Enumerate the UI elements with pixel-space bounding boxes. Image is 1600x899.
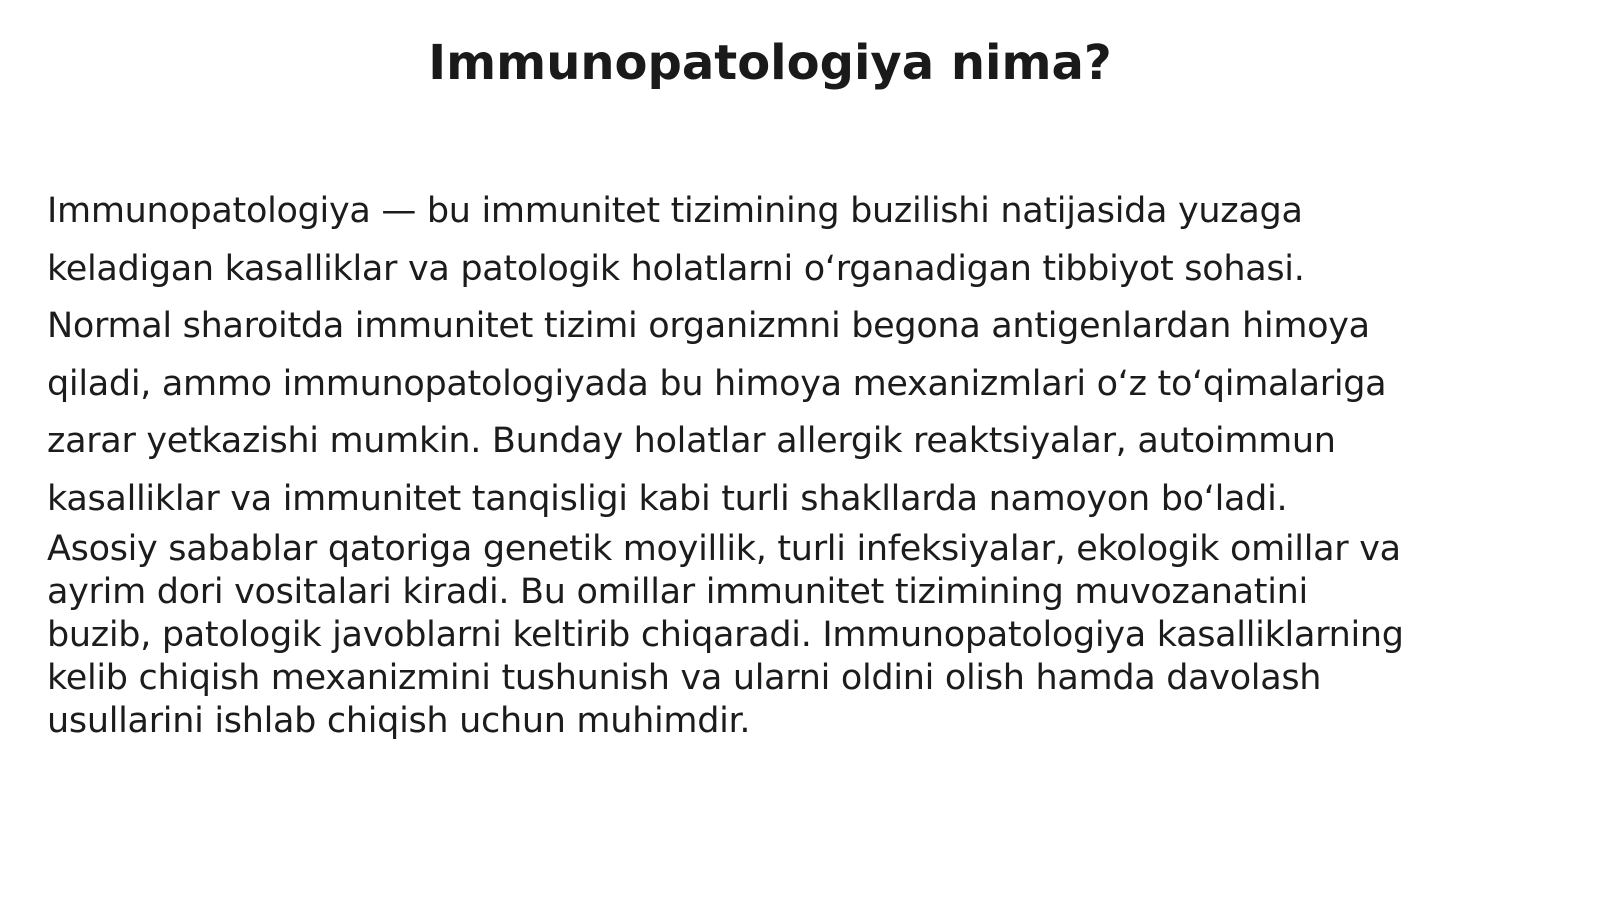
text-line: buzib, patologik javoblarni keltirib chiqaradi. Immunopatologiya kasalliklarning [47, 615, 1404, 655]
text-line: usullarini ishlab chiqish uchun muhimdir. [47, 701, 751, 741]
text-line: Normal sharoitda immunitet tizimi organizmni begona antigenlardan himoya [47, 306, 1370, 346]
paragraph-causes [47, 528, 1567, 743]
text-line: kasalliklar va immunitet tanqisligi kabi turli shakllarda namoyon bo‘ladi. [47, 478, 1288, 519]
slide-title: Immunopatologiya nima? [428, 35, 1112, 91]
text-line: kelib chiqish mexanizmini tushunish va ularni oldini olish hamda davolash [47, 658, 1322, 698]
text-line: zarar yetkazishi mumkin. Bunday holatlar allergik reaktsiyalar, autoimmun [47, 421, 1336, 461]
text-line: Immunopatologiya — bu immunitet tizimining buzilishi natijasida yuzaga [47, 191, 1303, 231]
text-line: keladigan kasalliklar va patologik holatlarni o‘rganadigan tibbiyot sohasi. [47, 248, 1305, 289]
text-line: Asosiy sabablar qatoriga genetik moyillik, turli infeksiyalar, ekologik omillar va [47, 529, 1401, 569]
paragraph-definition [47, 183, 1547, 528]
text-line: ayrim dori vositalari kiradi. Bu omillar immunitet tizimining muvozanatini [47, 572, 1308, 612]
text-line: qiladi, ammo immunopatologiyada bu himoya mexanizmlari o‘z to‘qimalariga [47, 363, 1387, 404]
